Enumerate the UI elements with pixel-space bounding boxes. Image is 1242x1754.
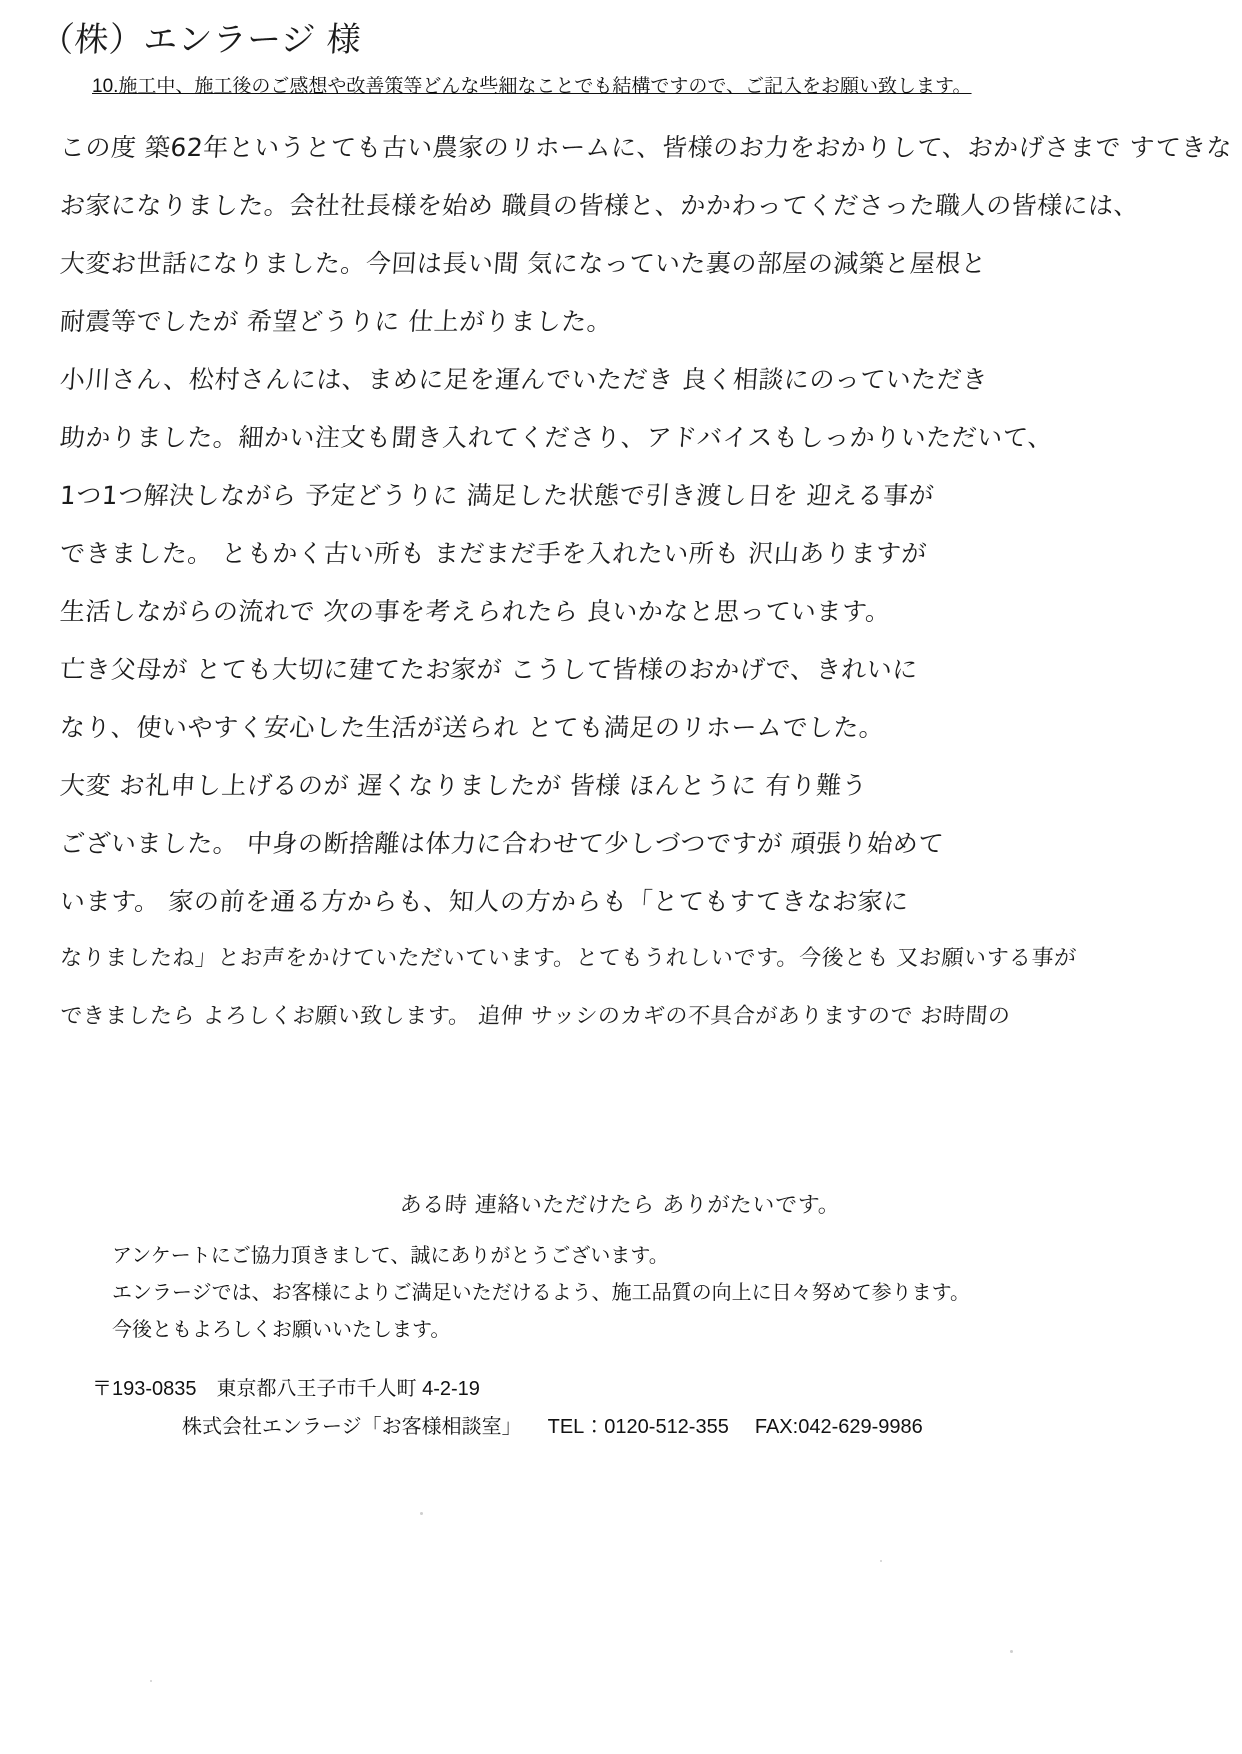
hand-line: います。 家の前を通る方からも、知人の方からも「とてもすてきなお家に [58,886,910,916]
hand-line: ございました。 中身の断捨離は体力に合わせて少しづつですが 頑張り始めて [58,828,945,858]
closing-line: アンケートにご協力頂きまして、誠にありがとうございます。 [112,1245,669,1267]
footer-block [92,1370,923,1446]
hand-line: 生活しながらの流れで 次の事を考えられたら 良いかなと思っています。 [58,596,892,626]
footer-company-name: 株式会社エンラージ「お客様相談室」 [182,1416,522,1438]
scan-speckle [1010,1650,1013,1653]
scan-speckle [880,1560,882,1562]
hand-line: お家になりました。会社社長様を始め 職員の皆様と、かかわってくださった職人の皆様には、 [58,190,1141,220]
closing-line: エンラージでは、お客様によりご満足いただけるよう、施工品質の向上に日々努めて参ります。 [112,1282,970,1304]
footer-company-line [92,1408,923,1446]
hand-line: 亡き父母が とても大切に建てたお家が こうして皆様のおかげで、きれいに [58,654,919,684]
hand-line: 大変お世話になりました。今回は長い間 気になっていた裏の部屋の減築と屋根と [58,248,988,278]
footer-fax: FAX:042-629-9986 [754,1416,923,1438]
addressee-handwritten: （株）エンラージ 様 [38,20,363,60]
closing-line: 今後ともよろしくお願いいたします。 [112,1319,451,1341]
hand-line: 耐震等でしたが 希望どうりに 仕上がりました。 [58,306,614,336]
scan-speckle [150,1680,152,1682]
hand-line: 助かりました。細かい注文も聞き入れてくださり、アドバイスもしっかりいただいて、 [58,422,1055,452]
hand-line: できました。 ともかく古い所も まだまだ手を入れたい所も 沢山ありますが [58,538,928,568]
hand-line: なり、使いやすく安心した生活が送られ とても満足のリホームでした。 [58,712,886,742]
question-number: 10. [92,76,119,97]
hand-line: なりましたね」とお声をかけていただいています。とてもうれしいです。今後とも 又お願いする事が [59,946,1078,971]
hand-line: 小川さん、松村さんには、まめに足を運んでいただき 良く相談にのっていただき [58,364,989,394]
hand-line: この度 築62年というとても古い農家のリホームに、皆様のお力をおかりして、おかげさまで すてきな [58,132,1233,162]
handwritten-body [58,118,1233,1046]
hand-line: 大変 お礼申し上げるのが 遅くなりましたが 皆様 ほんとうに 有り難う [58,770,869,800]
footer-address: 〒193-0835 東京都八王子市千人町 4-2-19 [92,1378,480,1400]
question-line [92,74,1182,101]
question-text: 施工中、施工後のご感想や改善策等どんな些細なことでも結構ですので、ご記入をお願い致します。 [118,76,972,97]
footer-tel: TEL：0120-512-355 [547,1416,729,1438]
hand-line: 1つ1つ解決しながら 予定どうりに 満足した状態で引き渡し日を 迎える事が [58,480,936,510]
hand-postscript-line: ある時 連絡いただけたら ありがたいです。 [398,1193,842,1218]
scan-speckle [420,1512,423,1515]
hand-line: できましたら よろしくお願い致します。 追伸 サッシのカギの不具合がありますので お時間の [59,1004,1012,1029]
closing-paragraph [112,1238,970,1349]
